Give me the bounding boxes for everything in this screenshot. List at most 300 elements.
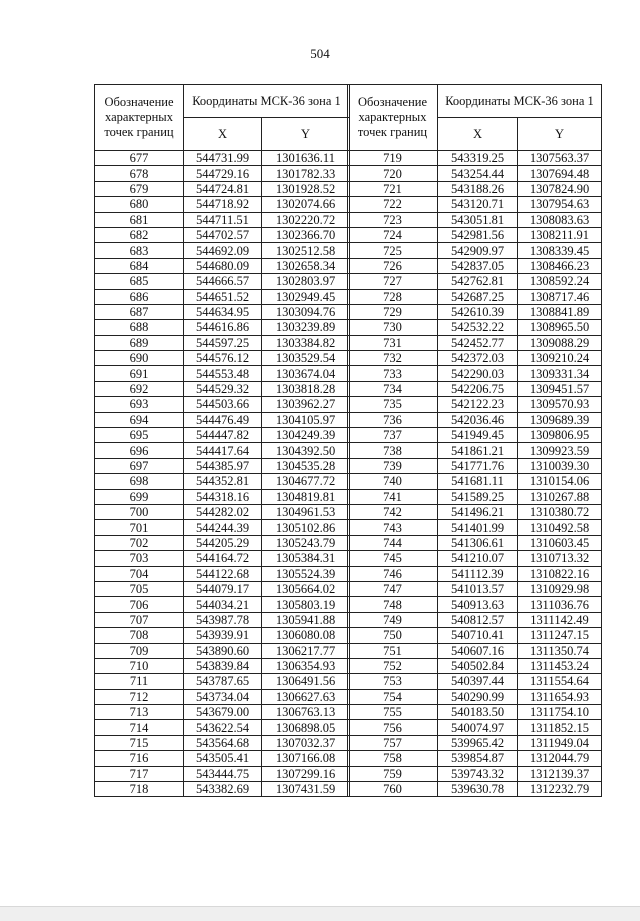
x-coordinate-cell: 541306.61 (438, 535, 518, 550)
x-coordinate-cell: 540913.63 (438, 597, 518, 612)
point-number-cell: 686 (95, 289, 184, 304)
y-coordinate-cell: 1308592.24 (518, 274, 602, 289)
point-column-header: Обозначение характерных точек границ (95, 85, 184, 151)
point-number-cell: 733 (348, 366, 438, 381)
point-number-cell: 726 (348, 258, 438, 273)
y-coordinate-cell: 1305243.79 (262, 535, 350, 550)
x-coordinate-cell: 541771.76 (438, 458, 518, 473)
point-number-cell: 691 (95, 366, 184, 381)
y-coordinate-cell: 1304819.81 (262, 489, 350, 504)
y-coordinate-cell: 1302949.45 (262, 289, 350, 304)
point-number-cell: 677 (95, 151, 184, 166)
x-coordinate-cell: 544318.16 (184, 489, 262, 504)
x-coordinate-cell: 544718.92 (184, 197, 262, 212)
y-coordinate-cell: 1306491.56 (262, 674, 350, 689)
table-row (95, 674, 350, 689)
x-coordinate-cell: 543987.78 (184, 612, 262, 627)
x-coordinate-cell: 544702.57 (184, 227, 262, 242)
y-coordinate-cell: 1304677.72 (262, 474, 350, 489)
y-coordinate-cell: 1307431.59 (262, 782, 350, 797)
table-body-left (95, 151, 350, 797)
table-row (348, 504, 602, 519)
y-coordinate-cell: 1302658.34 (262, 258, 350, 273)
y-coordinate-cell: 1310492.58 (518, 520, 602, 535)
table-row (95, 782, 350, 797)
y-coordinate-cell: 1307032.37 (262, 735, 350, 750)
x-coordinate-cell: 544724.81 (184, 181, 262, 196)
point-number-cell: 713 (95, 705, 184, 720)
point-number-cell: 730 (348, 320, 438, 335)
y-coordinate-cell: 1309570.93 (518, 397, 602, 412)
x-coordinate-cell: 544634.95 (184, 304, 262, 319)
x-coordinate-cell: 544711.51 (184, 212, 262, 227)
x-coordinate-cell: 540074.97 (438, 720, 518, 735)
point-number-cell: 731 (348, 335, 438, 350)
y-coordinate-cell: 1304961.53 (262, 504, 350, 519)
table-row (95, 658, 350, 673)
y-coordinate-cell: 1312044.79 (518, 751, 602, 766)
table-row (95, 366, 350, 381)
y-coordinate-cell: 1304249.39 (262, 428, 350, 443)
table-row (95, 381, 350, 396)
point-number-cell: 745 (348, 551, 438, 566)
point-number-cell: 706 (95, 597, 184, 612)
point-number-cell: 688 (95, 320, 184, 335)
table-row (95, 181, 350, 196)
table-row (348, 458, 602, 473)
y-coordinate-cell: 1301636.11 (262, 151, 350, 166)
point-number-cell: 681 (95, 212, 184, 227)
x-coordinate-cell: 544282.02 (184, 504, 262, 519)
x-coordinate-cell: 541589.25 (438, 489, 518, 504)
table-row (95, 643, 350, 658)
x-coordinate-cell: 541949.45 (438, 428, 518, 443)
point-number-cell: 697 (95, 458, 184, 473)
point-number-cell: 711 (95, 674, 184, 689)
x-coordinate-cell: 543622.54 (184, 720, 262, 735)
table-row (348, 628, 602, 643)
table-row (95, 166, 350, 181)
page-number: 504 (310, 46, 330, 61)
y-coordinate-cell: 1308717.46 (518, 289, 602, 304)
point-number-cell: 747 (348, 581, 438, 596)
x-coordinate-cell: 544553.48 (184, 366, 262, 381)
point-number-cell: 735 (348, 397, 438, 412)
point-number-cell: 710 (95, 658, 184, 673)
x-coordinate-cell: 540710.41 (438, 628, 518, 643)
x-coordinate-cell: 544729.16 (184, 166, 262, 181)
y-coordinate-cell: 1307954.63 (518, 197, 602, 212)
table-row (348, 166, 602, 181)
y-coordinate-cell: 1310822.16 (518, 566, 602, 581)
table-row (95, 335, 350, 350)
x-coordinate-cell: 544385.97 (184, 458, 262, 473)
point-number-cell: 689 (95, 335, 184, 350)
y-coordinate-cell: 1310039.30 (518, 458, 602, 473)
table-row (95, 412, 350, 427)
table-row (95, 705, 350, 720)
y-coordinate-cell: 1309689.39 (518, 412, 602, 427)
table-row (348, 335, 602, 350)
y-coordinate-cell: 1309806.95 (518, 428, 602, 443)
y-coordinate-cell: 1304392.50 (262, 443, 350, 458)
x-coordinate-cell: 540183.50 (438, 705, 518, 720)
point-number-cell: 701 (95, 520, 184, 535)
table-row (95, 227, 350, 242)
point-number-cell: 728 (348, 289, 438, 304)
y-coordinate-cell: 1303962.27 (262, 397, 350, 412)
point-number-cell: 678 (95, 166, 184, 181)
x-coordinate-cell: 539743.32 (438, 766, 518, 781)
point-number-cell: 749 (348, 612, 438, 627)
table-row (95, 720, 350, 735)
table-row (348, 735, 602, 750)
x-coordinate-cell: 542762.81 (438, 274, 518, 289)
x-coordinate-cell: 544616.86 (184, 320, 262, 335)
point-number-cell: 743 (348, 520, 438, 535)
table-row (95, 551, 350, 566)
y-coordinate-cell: 1307694.48 (518, 166, 602, 181)
point-number-cell: 720 (348, 166, 438, 181)
point-number-cell: 746 (348, 566, 438, 581)
point-number-cell: 754 (348, 689, 438, 704)
point-number-cell: 712 (95, 689, 184, 704)
point-number-cell: 742 (348, 504, 438, 519)
y-coordinate-cell: 1305941.88 (262, 612, 350, 627)
table-row (348, 474, 602, 489)
y-coordinate-cell: 1302366.70 (262, 227, 350, 242)
x-coordinate-cell: 544164.72 (184, 551, 262, 566)
table-row (348, 289, 602, 304)
table-row (348, 227, 602, 242)
table-row (95, 289, 350, 304)
x-coordinate-cell: 543319.25 (438, 151, 518, 166)
point-number-cell: 705 (95, 581, 184, 596)
x-coordinate-cell: 539630.78 (438, 782, 518, 797)
point-number-cell: 734 (348, 381, 438, 396)
table-row (348, 612, 602, 627)
x-coordinate-cell: 540502.84 (438, 658, 518, 673)
point-number-cell: 756 (348, 720, 438, 735)
y-coordinate-cell: 1303818.28 (262, 381, 350, 396)
table-row (348, 551, 602, 566)
x-coordinate-cell: 542372.03 (438, 351, 518, 366)
table-row (95, 766, 350, 781)
x-coordinate-cell: 541496.21 (438, 504, 518, 519)
point-number-cell: 690 (95, 351, 184, 366)
y-coordinate-cell: 1309210.24 (518, 351, 602, 366)
point-number-cell: 748 (348, 597, 438, 612)
x-coordinate-cell: 543382.69 (184, 782, 262, 797)
point-number-cell: 732 (348, 351, 438, 366)
x-coordinate-cell: 542452.77 (438, 335, 518, 350)
table-row (348, 520, 602, 535)
table-row (95, 597, 350, 612)
point-number-cell: 752 (348, 658, 438, 673)
y-coordinate-cell: 1306080.08 (262, 628, 350, 643)
y-coordinate-cell: 1303674.04 (262, 366, 350, 381)
point-number-cell: 714 (95, 720, 184, 735)
table-row (95, 535, 350, 550)
y-column-header: Y (262, 118, 350, 151)
table-row (95, 212, 350, 227)
y-coordinate-cell: 1307166.08 (262, 751, 350, 766)
table-row (95, 351, 350, 366)
y-column-header: Y (518, 118, 602, 151)
table-row (348, 674, 602, 689)
table-row (348, 428, 602, 443)
point-number-cell: 718 (95, 782, 184, 797)
point-number-cell: 727 (348, 274, 438, 289)
x-coordinate-cell: 544079.17 (184, 581, 262, 596)
table-row (348, 320, 602, 335)
y-coordinate-cell: 1308211.91 (518, 227, 602, 242)
y-coordinate-cell: 1301928.52 (262, 181, 350, 196)
x-coordinate-cell: 543734.04 (184, 689, 262, 704)
table-row (348, 689, 602, 704)
point-number-cell: 758 (348, 751, 438, 766)
x-coordinate-cell: 542610.39 (438, 304, 518, 319)
x-coordinate-cell: 543444.75 (184, 766, 262, 781)
y-coordinate-cell: 1311247.15 (518, 628, 602, 643)
point-number-cell: 692 (95, 381, 184, 396)
y-coordinate-cell: 1312139.37 (518, 766, 602, 781)
y-coordinate-cell: 1307299.16 (262, 766, 350, 781)
table-row (95, 520, 350, 535)
point-number-cell: 682 (95, 227, 184, 242)
x-coordinate-cell: 544503.66 (184, 397, 262, 412)
table-row (348, 381, 602, 396)
table-row (348, 366, 602, 381)
table-row (348, 151, 602, 166)
y-coordinate-cell: 1306763.13 (262, 705, 350, 720)
table-row (95, 581, 350, 596)
y-coordinate-cell: 1311142.49 (518, 612, 602, 627)
x-coordinate-cell: 543890.60 (184, 643, 262, 658)
point-number-cell: 736 (348, 412, 438, 427)
y-coordinate-cell: 1307563.37 (518, 151, 602, 166)
y-coordinate-cell: 1302074.66 (262, 197, 350, 212)
table-row (348, 751, 602, 766)
table-row (95, 151, 350, 166)
y-coordinate-cell: 1311036.76 (518, 597, 602, 612)
x-coordinate-cell: 541013.57 (438, 581, 518, 596)
y-coordinate-cell: 1306627.63 (262, 689, 350, 704)
table-body-right (348, 151, 602, 797)
x-coordinate-cell: 542837.05 (438, 258, 518, 273)
point-number-cell: 755 (348, 705, 438, 720)
x-coordinate-cell: 544244.39 (184, 520, 262, 535)
x-coordinate-cell: 544731.99 (184, 151, 262, 166)
x-coordinate-cell: 543787.65 (184, 674, 262, 689)
point-number-cell: 737 (348, 428, 438, 443)
y-coordinate-cell: 1303094.76 (262, 304, 350, 319)
point-number-cell: 683 (95, 243, 184, 258)
table-row (348, 443, 602, 458)
point-number-cell: 739 (348, 458, 438, 473)
point-number-cell: 693 (95, 397, 184, 412)
table-row (95, 458, 350, 473)
table-row (348, 243, 602, 258)
table-row (95, 397, 350, 412)
y-coordinate-cell: 1303384.82 (262, 335, 350, 350)
y-coordinate-cell: 1305803.19 (262, 597, 350, 612)
y-coordinate-cell: 1310929.98 (518, 581, 602, 596)
x-coordinate-cell: 543939.91 (184, 628, 262, 643)
x-coordinate-cell: 543254.44 (438, 166, 518, 181)
table-row (95, 304, 350, 319)
table-row (95, 628, 350, 643)
point-number-cell: 694 (95, 412, 184, 427)
table-row (95, 689, 350, 704)
point-number-cell: 753 (348, 674, 438, 689)
x-coordinate-cell: 544034.21 (184, 597, 262, 612)
x-coordinate-cell: 544447.82 (184, 428, 262, 443)
table-row (348, 274, 602, 289)
x-coordinate-cell: 539854.87 (438, 751, 518, 766)
x-coordinate-cell: 543564.68 (184, 735, 262, 750)
point-number-cell: 725 (348, 243, 438, 258)
point-number-cell: 751 (348, 643, 438, 658)
x-coordinate-cell: 543839.84 (184, 658, 262, 673)
point-number-cell: 708 (95, 628, 184, 643)
x-coordinate-cell: 542981.56 (438, 227, 518, 242)
y-coordinate-cell: 1311949.04 (518, 735, 602, 750)
point-number-cell: 757 (348, 735, 438, 750)
scan-bottom-edge (0, 906, 640, 921)
y-coordinate-cell: 1310380.72 (518, 504, 602, 519)
coordinate-group-header: Координаты МСК-36 зона 1 (438, 85, 602, 118)
point-number-cell: 687 (95, 304, 184, 319)
table-row (348, 782, 602, 797)
y-coordinate-cell: 1305384.31 (262, 551, 350, 566)
y-coordinate-cell: 1311554.64 (518, 674, 602, 689)
y-coordinate-cell: 1302220.72 (262, 212, 350, 227)
point-number-cell: 700 (95, 504, 184, 519)
y-coordinate-cell: 1312232.79 (518, 782, 602, 797)
table-row (348, 581, 602, 596)
table-row (95, 566, 350, 581)
x-coordinate-cell: 544476.49 (184, 412, 262, 427)
table-row (95, 197, 350, 212)
y-coordinate-cell: 1309088.29 (518, 335, 602, 350)
y-coordinate-cell: 1311350.74 (518, 643, 602, 658)
point-number-cell: 685 (95, 274, 184, 289)
y-coordinate-cell: 1308083.63 (518, 212, 602, 227)
table-row (95, 258, 350, 273)
y-coordinate-cell: 1304535.28 (262, 458, 350, 473)
y-coordinate-cell: 1303239.89 (262, 320, 350, 335)
point-number-cell: 684 (95, 258, 184, 273)
point-number-cell: 702 (95, 535, 184, 550)
x-coordinate-cell: 541861.21 (438, 443, 518, 458)
point-number-cell: 698 (95, 474, 184, 489)
x-coordinate-cell: 543679.00 (184, 705, 262, 720)
y-coordinate-cell: 1302803.97 (262, 274, 350, 289)
table-row (95, 474, 350, 489)
point-number-cell: 724 (348, 227, 438, 242)
y-coordinate-cell: 1309451.57 (518, 381, 602, 396)
y-coordinate-cell: 1303529.54 (262, 351, 350, 366)
point-number-cell: 716 (95, 751, 184, 766)
y-coordinate-cell: 1309923.59 (518, 443, 602, 458)
y-coordinate-cell: 1311453.24 (518, 658, 602, 673)
x-coordinate-cell: 544651.52 (184, 289, 262, 304)
point-number-cell: 744 (348, 535, 438, 550)
x-coordinate-cell: 544529.32 (184, 381, 262, 396)
y-coordinate-cell: 1311852.15 (518, 720, 602, 735)
point-number-cell: 721 (348, 181, 438, 196)
point-column-header: Обозначение характерных точек границ (348, 85, 438, 151)
x-coordinate-cell: 542122.23 (438, 397, 518, 412)
y-coordinate-cell: 1311654.93 (518, 689, 602, 704)
point-number-cell: 715 (95, 735, 184, 750)
x-coordinate-cell: 544205.29 (184, 535, 262, 550)
table-row (348, 766, 602, 781)
point-number-cell: 696 (95, 443, 184, 458)
y-coordinate-cell: 1308466.23 (518, 258, 602, 273)
table-row (95, 612, 350, 627)
y-coordinate-cell: 1310267.88 (518, 489, 602, 504)
table-row (348, 181, 602, 196)
point-number-cell: 741 (348, 489, 438, 504)
table-row (348, 720, 602, 735)
table-row (348, 304, 602, 319)
x-coordinate-cell: 544417.64 (184, 443, 262, 458)
table-row (95, 735, 350, 750)
table-row (95, 243, 350, 258)
y-coordinate-cell: 1309331.34 (518, 366, 602, 381)
x-coordinate-cell: 544597.25 (184, 335, 262, 350)
x-coordinate-cell: 540290.99 (438, 689, 518, 704)
x-coordinate-cell: 540607.16 (438, 643, 518, 658)
y-coordinate-cell: 1305664.02 (262, 581, 350, 596)
y-coordinate-cell: 1308841.89 (518, 304, 602, 319)
x-coordinate-cell: 539965.42 (438, 735, 518, 750)
point-number-cell: 680 (95, 197, 184, 212)
table-row (348, 705, 602, 720)
x-coordinate-cell: 544680.09 (184, 258, 262, 273)
x-coordinate-cell: 543051.81 (438, 212, 518, 227)
x-coordinate-cell: 542909.97 (438, 243, 518, 258)
y-coordinate-cell: 1310713.32 (518, 551, 602, 566)
point-number-cell: 695 (95, 428, 184, 443)
x-coordinate-cell: 543505.41 (184, 751, 262, 766)
point-number-cell: 759 (348, 766, 438, 781)
table-row (95, 489, 350, 504)
x-coordinate-cell: 541112.39 (438, 566, 518, 581)
table-row (348, 197, 602, 212)
x-coordinate-cell: 544666.57 (184, 274, 262, 289)
coordinates-table-right (347, 84, 602, 797)
point-number-cell: 709 (95, 643, 184, 658)
table-row (95, 504, 350, 519)
x-coordinate-cell: 543120.71 (438, 197, 518, 212)
point-number-cell: 722 (348, 197, 438, 212)
y-coordinate-cell: 1306354.93 (262, 658, 350, 673)
point-number-cell: 703 (95, 551, 184, 566)
point-number-cell: 717 (95, 766, 184, 781)
coordinates-table-left (94, 84, 350, 797)
y-coordinate-cell: 1308965.50 (518, 320, 602, 335)
table-row (95, 274, 350, 289)
point-number-cell: 740 (348, 474, 438, 489)
table-row (348, 489, 602, 504)
y-coordinate-cell: 1307824.90 (518, 181, 602, 196)
x-coordinate-cell: 542290.03 (438, 366, 518, 381)
table-row (95, 428, 350, 443)
x-coordinate-cell: 542036.46 (438, 412, 518, 427)
